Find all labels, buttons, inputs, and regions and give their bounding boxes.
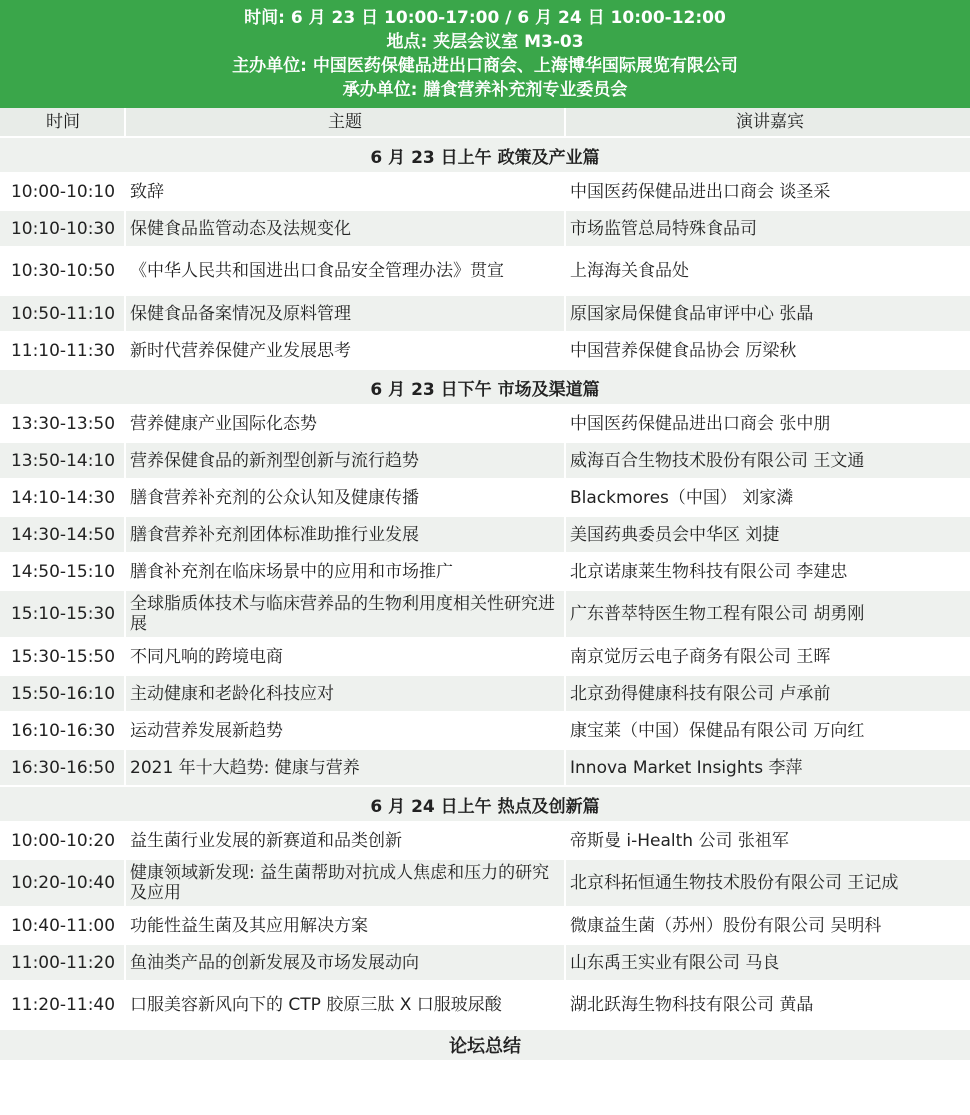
event-info-banner: [0, 0, 970, 108]
agenda-topic: 新时代营养保健产业发展思考: [126, 333, 566, 368]
agenda-speaker: 康宝莱（中国）保健品有限公司 万向红: [566, 713, 970, 748]
agenda-speaker: 广东普萃特医生物工程有限公司 胡勇刚: [566, 591, 970, 637]
agenda-speaker: 原国家局保健食品审评中心 张晶: [566, 296, 970, 331]
agenda-topic: 鱼油类产品的创新发展及市场发展动向: [126, 945, 566, 980]
agenda-speaker: 市场监管总局特殊食品司: [566, 211, 970, 246]
header-topic: 主题: [126, 108, 566, 136]
agenda-row: [0, 248, 970, 296]
agenda-table: [0, 108, 970, 1062]
agenda-row: [0, 823, 970, 860]
agenda-row: [0, 333, 970, 370]
agenda-row: [0, 982, 970, 1030]
agenda-topic: 保健食品备案情况及原料管理: [126, 296, 566, 331]
agenda-speaker: 中国医药保健品进出口商会 谈圣采: [566, 174, 970, 209]
header-speaker: 演讲嘉宾: [736, 112, 804, 132]
agenda-time: 10:30-10:50: [0, 248, 126, 294]
agenda-time: 10:00-10:10: [0, 174, 126, 209]
agenda-speaker: 中国营养保健食品协会 厉梁秋: [566, 333, 970, 368]
agenda-topic: 《中华人民共和国进出口食品安全管理办法》贯宣: [126, 248, 566, 294]
agenda-time: 15:50-16:10: [0, 676, 126, 711]
agenda-row: [0, 750, 970, 787]
agenda-row: [0, 676, 970, 713]
agenda-row: [0, 211, 970, 248]
agenda-speaker: 帝斯曼 i-Health 公司 张祖军: [566, 823, 970, 858]
agenda-row: [0, 591, 970, 639]
agenda-time: 11:20-11:40: [0, 982, 126, 1028]
agenda-row: [0, 860, 970, 908]
forum-summary-label: 论坛总结: [449, 1036, 521, 1057]
event-location: 地点: 夹层会议室 M3-03: [386, 32, 584, 52]
agenda-speaker: Innova Market Insights 李萍: [566, 750, 970, 785]
agenda-row: [0, 639, 970, 676]
agenda-topic: 膳食营养补充剂的公众认知及健康传播: [126, 480, 566, 515]
header-time: 时间: [0, 108, 126, 136]
agenda-time: 16:10-16:30: [0, 713, 126, 748]
agenda-speaker: 北京科拓恒通生物技术股份有限公司 王记成: [566, 860, 970, 906]
agenda-speaker: 上海海关食品处: [566, 248, 970, 294]
agenda-time: 13:50-14:10: [0, 443, 126, 478]
agenda-topic: 2021 年十大趋势: 健康与营养: [126, 750, 566, 785]
agenda-speaker: 北京诺康莱生物科技有限公司 李建忠: [566, 554, 970, 589]
event-time: 时间: 6 月 23 日 10:00-17:00 / 6 月 24 日 10:00-12:00: [244, 8, 726, 28]
agenda-body: [0, 138, 970, 1030]
agenda-speaker: 美国药典委员会中华区 刘捷: [566, 517, 970, 552]
agenda-time: 11:10-11:30: [0, 333, 126, 368]
agenda-topic: 营养健康产业国际化态势: [126, 406, 566, 441]
agenda-time: 14:50-15:10: [0, 554, 126, 589]
agenda-topic: 膳食营养补充剂团体标准助推行业发展: [126, 517, 566, 552]
table-header: [0, 108, 970, 138]
agenda-time: 11:00-11:20: [0, 945, 126, 980]
section-heading: 6 月 23 日下午 市场及渠道篇: [0, 370, 970, 406]
agenda-topic: 营养保健食品的新剂型创新与流行趋势: [126, 443, 566, 478]
agenda-row: [0, 908, 970, 945]
agenda-time: 10:50-11:10: [0, 296, 126, 331]
agenda-time: 13:30-13:50: [0, 406, 126, 441]
agenda-row: [0, 296, 970, 333]
agenda-speaker: 北京劲得健康科技有限公司 卢承前: [566, 676, 970, 711]
agenda-time: 15:10-15:30: [0, 591, 126, 637]
agenda-time: 14:10-14:30: [0, 480, 126, 515]
agenda-topic: 保健食品监管动态及法规变化: [126, 211, 566, 246]
agenda-topic: 运动营养发展新趋势: [126, 713, 566, 748]
agenda-row: [0, 713, 970, 750]
agenda-speaker: 中国医药保健品进出口商会 张中朋: [566, 406, 970, 441]
agenda-topic: 健康领域新发现: 益生菌帮助对抗成人焦虑和压力的研究及应用: [126, 860, 566, 906]
agenda-speaker: 南京觉厉云电子商务有限公司 王晖: [566, 639, 970, 674]
event-organizer: 主办单位: 中国医药保健品进出口商会、上海博华国际展览有限公司: [232, 56, 738, 76]
agenda-time: 10:10-10:30: [0, 211, 126, 246]
agenda-time: 15:30-15:50: [0, 639, 126, 674]
agenda-topic: 益生菌行业发展的新赛道和品类创新: [126, 823, 566, 858]
agenda-time: 16:30-16:50: [0, 750, 126, 785]
agenda-row: [0, 174, 970, 211]
agenda-time: 10:40-11:00: [0, 908, 126, 943]
forum-summary: [0, 1030, 970, 1062]
agenda-speaker: 湖北跃海生物科技有限公司 黄晶: [566, 982, 970, 1028]
agenda-row: [0, 517, 970, 554]
agenda-topic: 主动健康和老龄化科技应对: [126, 676, 566, 711]
agenda-topic: 功能性益生菌及其应用解决方案: [126, 908, 566, 943]
agenda-row: [0, 480, 970, 517]
agenda-speaker: Blackmores（中国） 刘家潾: [566, 480, 970, 515]
agenda-time: 10:00-10:20: [0, 823, 126, 858]
agenda-topic: 口服美容新风向下的 CTP 胶原三肽 X 口服玻尿酸: [126, 982, 566, 1028]
agenda-row: [0, 443, 970, 480]
section-heading: 6 月 23 日上午 政策及产业篇: [0, 138, 970, 174]
agenda-topic: 不同凡响的跨境电商: [126, 639, 566, 674]
agenda-time: 10:20-10:40: [0, 860, 126, 906]
agenda-topic: 膳食补充剂在临床场景中的应用和市场推广: [126, 554, 566, 589]
agenda-topic: 致辞: [126, 174, 566, 209]
agenda-speaker: 山东禹王实业有限公司 马良: [566, 945, 970, 980]
section-heading: 6 月 24 日上午 热点及创新篇: [0, 787, 970, 823]
agenda-row: [0, 406, 970, 443]
agenda-speaker: 威海百合生物技术股份有限公司 王文通: [566, 443, 970, 478]
agenda-topic: 全球脂质体技术与临床营养品的生物利用度相关性研究进展: [126, 591, 566, 637]
agenda-row: [0, 554, 970, 591]
event-co-organizer: 承办单位: 膳食营养补充剂专业委员会: [342, 80, 628, 100]
agenda-time: 14:30-14:50: [0, 517, 126, 552]
agenda-speaker: 微康益生菌（苏州）股份有限公司 吴明科: [566, 908, 970, 943]
agenda-row: [0, 945, 970, 982]
